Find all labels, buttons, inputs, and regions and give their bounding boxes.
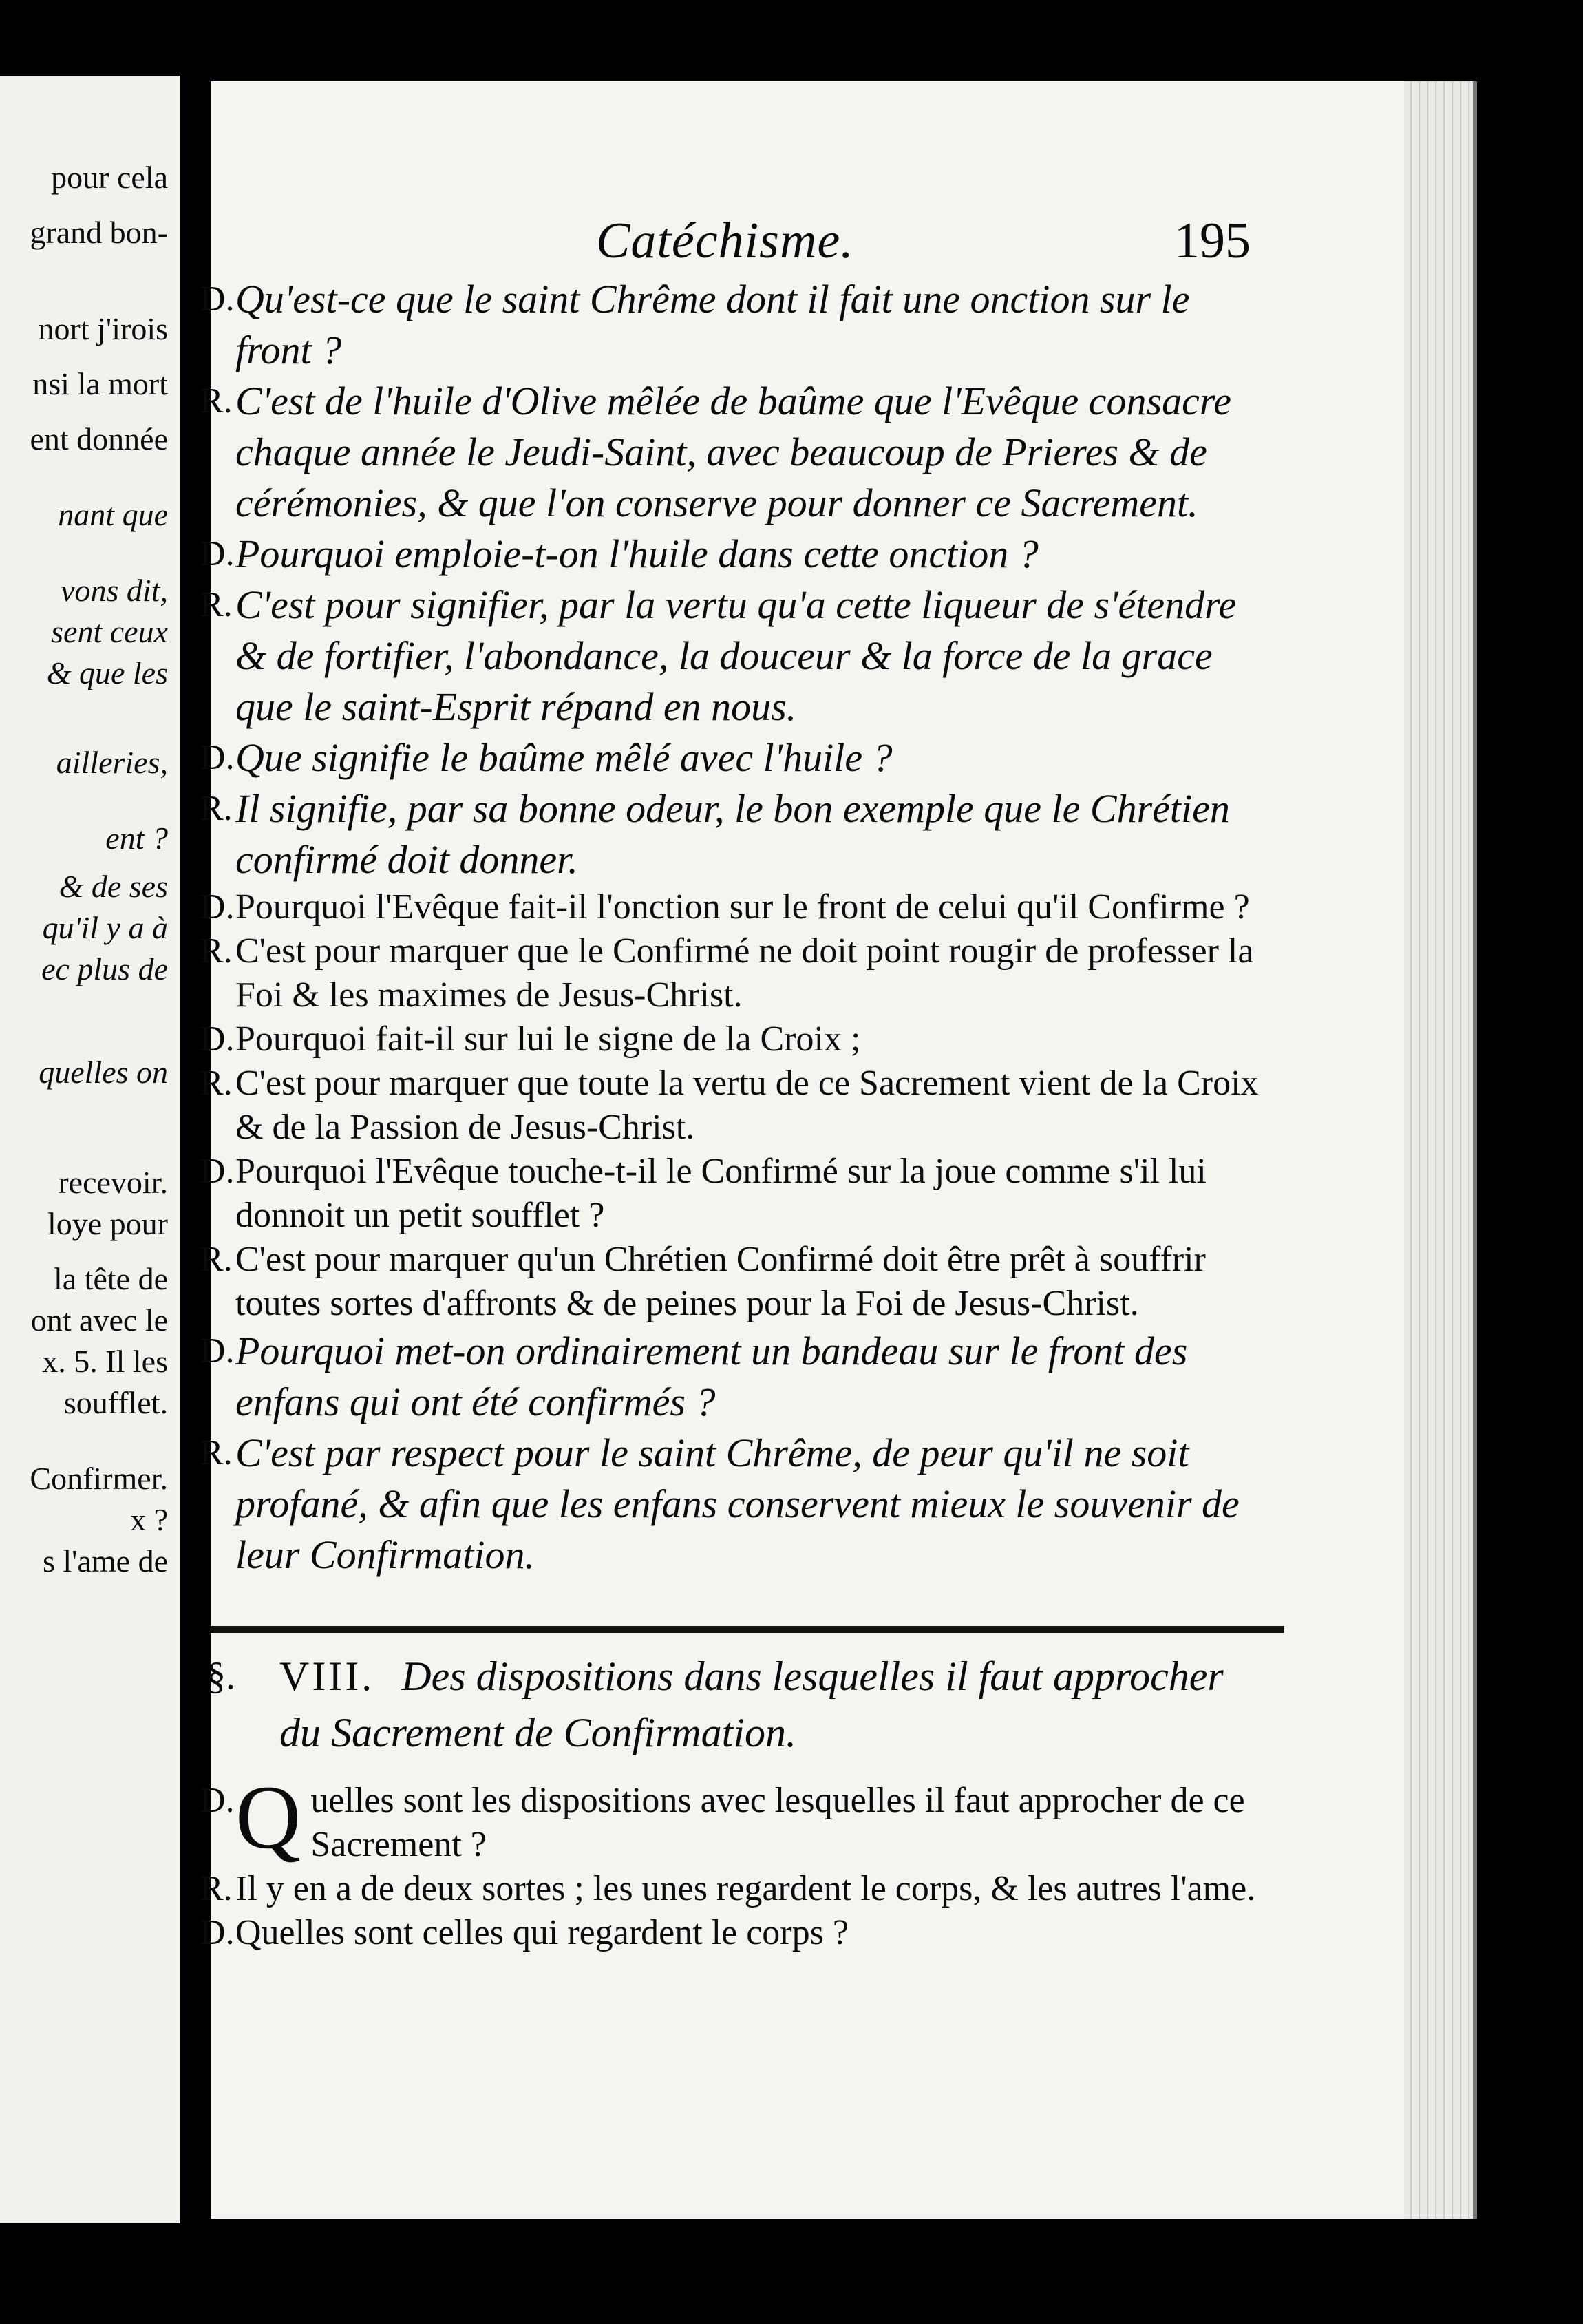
q-text: Pourquoi emploie-t-on l'huile dans cette onction ? xyxy=(235,531,1039,576)
r-text: C'est pour marquer qu'un Chrétien Confirmé doit être prêt à souffrir toutes sortes d'affronts & de peines pour la Foi de Jesus-Christ. xyxy=(235,1240,1206,1323)
section-heading xyxy=(206,1648,1271,1761)
q-marker: D. xyxy=(200,534,235,573)
r-text: C'est pour marquer que le Confirmé ne doit point rougir de professer la Foi & les maximes de Jesus-Christ. xyxy=(235,931,1254,1015)
q-text: Pourquoi fait-il sur lui le signe de la Croix ; xyxy=(235,1020,861,1059)
running-title: Catéchisme. xyxy=(596,213,854,269)
r-marker: R. xyxy=(200,1869,233,1908)
question-paragraph xyxy=(200,274,1271,376)
left-page-line: nort j'irois xyxy=(38,311,168,346)
left-page-line: ec plus de xyxy=(41,951,168,986)
left-page-line: Confirmer. xyxy=(30,1461,168,1496)
answer-paragraph xyxy=(200,1061,1271,1150)
qa-block-final xyxy=(200,1766,1271,1955)
question-paragraph xyxy=(200,1017,1271,1061)
r-marker: R. xyxy=(200,381,233,421)
qa-block-italic xyxy=(200,274,1271,885)
question-paragraph xyxy=(200,1766,1271,1868)
left-page-line: la tête de xyxy=(53,1261,168,1296)
left-page-line: pour cela xyxy=(51,160,168,195)
left-page-line: ent donnée xyxy=(30,421,168,456)
page-edges xyxy=(1404,81,1477,2219)
q-text: uelles sont les dispositions avec lesquelles il faut approcher de ce Sacrement ? xyxy=(310,1781,1245,1864)
answer-paragraph xyxy=(200,1238,1271,1326)
left-page-line: qu'il y a à xyxy=(42,910,168,945)
page-header xyxy=(211,212,1284,281)
left-page-line: quelles on xyxy=(39,1055,168,1090)
left-page-line: & de ses xyxy=(59,869,168,904)
qa-block-roman xyxy=(200,885,1271,1326)
left-page-line: ent ? xyxy=(105,821,168,856)
question-paragraph xyxy=(200,885,1271,929)
q-marker: D. xyxy=(200,1020,235,1059)
left-page-line: x ? xyxy=(130,1502,168,1537)
question-paragraph xyxy=(200,529,1271,580)
left-page-line: nsi la mort xyxy=(32,366,168,401)
left-page-line: sent ceux xyxy=(51,614,168,649)
q-text: Pourquoi l'Evêque fait-il l'onction sur le front de celui qu'il Confirme ? xyxy=(235,887,1250,927)
left-facing-page xyxy=(0,76,180,2223)
q-marker: D. xyxy=(200,1152,235,1191)
section-title: Des dispositions dans lesquelles il faut approcher du Sacrement de Confirmation. xyxy=(279,1654,1224,1755)
r-marker: R. xyxy=(200,1433,233,1472)
answer-paragraph xyxy=(200,376,1271,529)
left-page-line: s l'ame de xyxy=(42,1543,168,1578)
r-marker: R. xyxy=(200,585,233,624)
answer-paragraph xyxy=(200,1428,1271,1581)
left-page-line: & que les xyxy=(46,655,168,690)
book-page xyxy=(200,81,1422,2219)
r-text: C'est pour marquer que toute la vertu de ce Sacrement vient de la Croix & de la Passion de Jesus-Christ. xyxy=(235,1064,1259,1147)
answer-paragraph xyxy=(200,783,1271,885)
question-paragraph xyxy=(200,1150,1271,1238)
r-marker: R. xyxy=(200,789,233,828)
r-text: Il signifie, par sa bonne odeur, le bon exemple que le Chrétien confirmé doit donner. xyxy=(235,786,1230,882)
q-text: Qu'est-ce que le saint Chrême dont il fait une onction sur le front ? xyxy=(235,277,1190,372)
r-marker: R. xyxy=(200,931,233,971)
answer-paragraph xyxy=(200,580,1271,732)
left-page-line: x. 5. Il les xyxy=(42,1344,168,1379)
left-page-line: grand bon- xyxy=(30,215,168,250)
q-marker: D. xyxy=(200,887,235,927)
r-marker: R. xyxy=(200,1064,233,1103)
qa-block-italic-2 xyxy=(200,1326,1271,1581)
left-page-line: nant que xyxy=(58,497,168,532)
q-marker: D. xyxy=(200,1781,235,1820)
section-number: VIII. xyxy=(279,1654,375,1699)
section-mark: §. xyxy=(206,1655,235,1698)
q-text: Que signifie le baûme mêlé avec l'huile ? xyxy=(235,735,893,780)
left-page-line: vons dit, xyxy=(61,573,168,608)
question-paragraph xyxy=(200,1911,1271,1955)
left-page-line: recevoir. xyxy=(58,1165,168,1200)
question-paragraph xyxy=(200,1326,1271,1428)
answer-paragraph xyxy=(200,1867,1271,1911)
page-body xyxy=(200,274,1271,1955)
left-page-line: soufflet. xyxy=(63,1385,168,1420)
section-rule xyxy=(211,1626,1284,1633)
question-paragraph xyxy=(200,732,1271,783)
r-text: Il y en a de deux sortes ; les unes regardent le corps, & les autres l'ame. xyxy=(235,1869,1256,1908)
drop-cap: Q xyxy=(235,1766,301,1868)
r-text: C'est pour signifier, par la vertu qu'a cette liqueur de s'étendre & de fortifier, l'abondance, la douceur & la force de la grace que le saint-Esprit répand en nous. xyxy=(235,582,1237,729)
r-marker: R. xyxy=(200,1240,233,1279)
q-text: Pourquoi l'Evêque touche-t-il le Confirmé sur la joue comme s'il lui donnoit un petit soufflet ? xyxy=(235,1152,1207,1235)
left-page-line: ailleries, xyxy=(56,745,168,780)
q-marker: D. xyxy=(200,1331,235,1371)
answer-paragraph xyxy=(200,929,1271,1017)
q-text: Quelles sont celles qui regardent le corps ? xyxy=(235,1913,849,1952)
q-marker: D. xyxy=(200,738,235,777)
q-marker: D. xyxy=(200,279,235,319)
r-text: C'est par respect pour le saint Chrême, de peur qu'il ne soit profané, & afin que les enfans conservent mieux le souvenir de leur Confirmation. xyxy=(235,1430,1240,1577)
q-marker: D. xyxy=(200,1913,235,1952)
q-text: Pourquoi met-on ordinairement un bandeau sur le front des enfans qui ont été confirmés ? xyxy=(235,1329,1188,1424)
r-text: C'est de l'huile d'Olive mêlée de baûme que l'Evêque consacre chaque année le Jeudi-Saint, avec beaucoup de Prieres & de cérémonies, & que l'on conserve pour donner ce Sacrement. xyxy=(235,379,1231,525)
left-page-line: loye pour xyxy=(47,1206,168,1241)
page-number: 195 xyxy=(1174,213,1251,269)
left-page-line: ont avec le xyxy=(30,1302,168,1338)
